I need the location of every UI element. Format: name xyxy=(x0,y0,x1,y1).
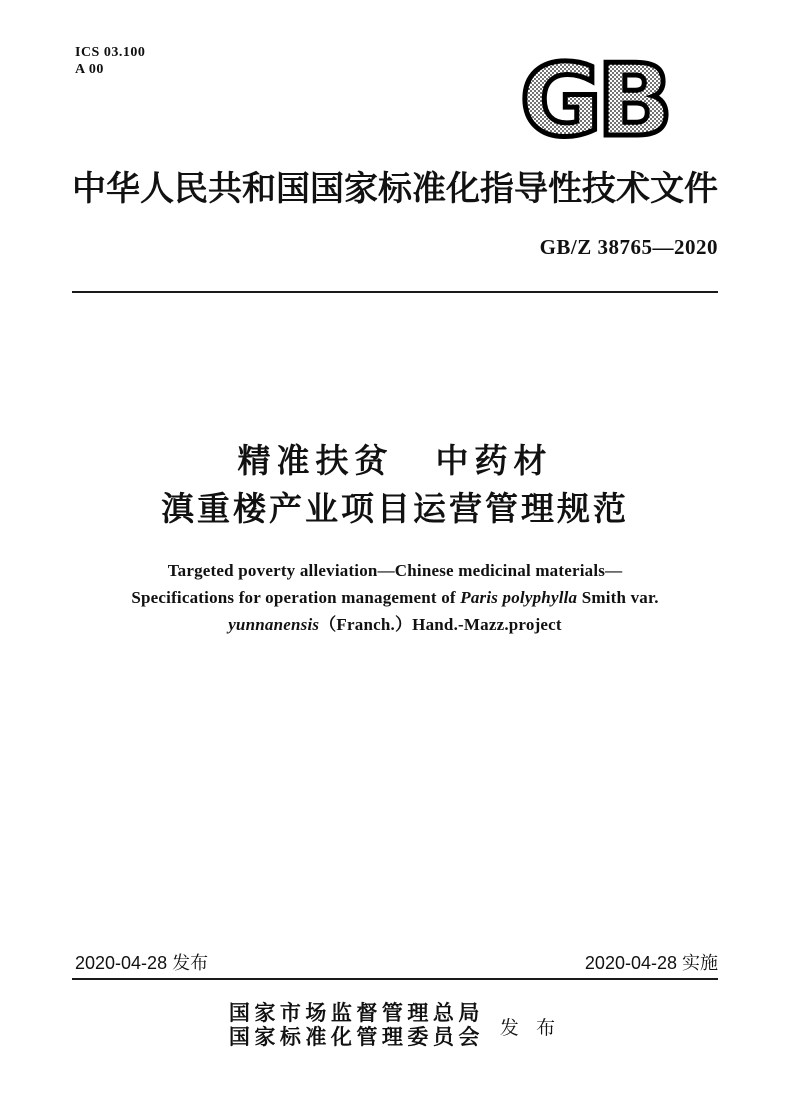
issue-date: 2020-04-28 发布 xyxy=(75,953,209,973)
country-standard-heading: 中华人民共和国国家标准化指导性技术文件 xyxy=(72,171,718,208)
title-en-line2 xyxy=(45,584,745,611)
document-title-chinese xyxy=(0,441,790,530)
ics-code: ICS 03.100 xyxy=(75,45,146,60)
title-en-line3 xyxy=(45,611,745,638)
title-en-line1: Targeted poverty alleviation—Chinese medicinal materials— xyxy=(167,561,623,580)
title-zh-line1-part2: 中药材 xyxy=(435,442,553,479)
document-title-english xyxy=(45,557,745,638)
footer-divider xyxy=(72,978,718,980)
title-zh-line1-part1: 精准扶贫 xyxy=(237,442,394,479)
publisher-names xyxy=(229,1001,484,1049)
title-zh-line1 xyxy=(0,441,790,481)
gb-standard-logo-icon xyxy=(518,42,670,159)
title-zh-line2: 滇重楼产业项目运营管理规范 xyxy=(161,490,629,527)
publisher-block xyxy=(0,1001,790,1049)
title-en-line2-post: Smith var. xyxy=(577,588,659,607)
gb-logo-letters: GB xyxy=(519,42,669,159)
title-en-line3-post: （Franch.）Hand.-Mazz.project xyxy=(319,615,562,634)
ccs-code: A 00 xyxy=(75,62,104,77)
dates-row xyxy=(75,952,718,974)
title-en-line3-latin-name: yunnanensis xyxy=(228,615,320,634)
publisher-line1: 国家市场监督管理总局 xyxy=(228,1001,484,1025)
ics-classification xyxy=(75,44,145,78)
standard-number: GB/Z 38765—2020 xyxy=(539,235,718,259)
implementation-date: 2020-04-28 实施 xyxy=(584,953,718,973)
issued-by-label: 发 布 xyxy=(499,1017,562,1039)
title-en-line2-pre: Specifications for operation management of xyxy=(131,588,461,607)
header-divider xyxy=(72,291,718,293)
publisher-line2: 国家标准化管理委员会 xyxy=(228,1025,484,1049)
title-en-line2-latin-name: Paris polyphylla xyxy=(460,588,578,607)
